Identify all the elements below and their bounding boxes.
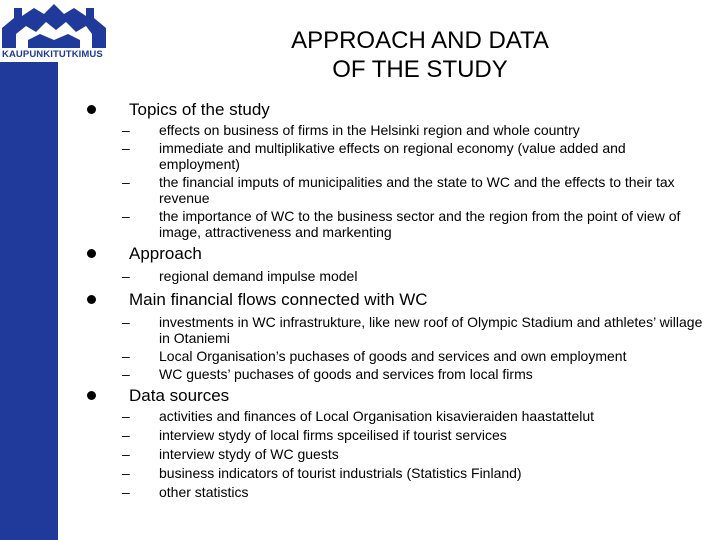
topic-approach bbox=[87, 243, 707, 284]
dash-icon: – bbox=[122, 208, 130, 224]
dash-icon: – bbox=[122, 484, 130, 500]
dash-icon: – bbox=[122, 140, 130, 156]
topic-data-sources bbox=[87, 385, 707, 500]
sidebar-band bbox=[0, 62, 58, 540]
dash-icon: – bbox=[122, 122, 130, 138]
dash-icon: – bbox=[122, 408, 130, 424]
page-title bbox=[230, 26, 610, 84]
sub-list bbox=[122, 122, 707, 240]
list-item: – the importance of WC to the business sector and the region from the point of view of image, attractiveness and markenting bbox=[122, 208, 681, 240]
list-item: – interview stydy of local firms spceilised if tourist services bbox=[122, 427, 507, 443]
bullet-icon bbox=[87, 391, 96, 400]
topic-topics-of-study bbox=[87, 99, 707, 240]
logo bbox=[0, 0, 130, 70]
list-item: – investments in WC infrastrukture, like new roof of Olympic Stadium and athletes’ willage in Otaniemi bbox=[122, 314, 703, 346]
list-item: – effects on business of firms in the Helsinki region and whole country bbox=[122, 122, 580, 138]
dash-icon: – bbox=[122, 268, 130, 284]
dash-icon: – bbox=[122, 366, 130, 382]
list-item: – the financial imputs of municipalities and the state to WC and the effects to their tax revenue bbox=[122, 174, 675, 206]
skyline-logo-icon bbox=[0, 0, 130, 50]
list-item: – other statistics bbox=[122, 484, 249, 500]
sub-list bbox=[122, 314, 707, 382]
dash-icon: – bbox=[122, 446, 130, 462]
list-item: – activities and finances of Local Organisation kisavieraiden haastattelut bbox=[122, 408, 595, 424]
topic-financial-flows bbox=[87, 289, 707, 382]
dash-icon: – bbox=[122, 348, 130, 364]
dash-icon: – bbox=[122, 174, 130, 190]
content bbox=[87, 97, 707, 500]
topic-label: Main financial flows connected with WC bbox=[129, 290, 428, 309]
title-line-1: APPROACH AND DATA bbox=[291, 27, 549, 54]
topic-label: Approach bbox=[129, 244, 202, 263]
logo-text: KAUPUNKITUTKIMUS bbox=[2, 49, 103, 60]
bullet-icon bbox=[87, 249, 96, 258]
list-item: – business indicators of tourist industrials (Statistics Finland) bbox=[122, 465, 522, 481]
list-item: – interview stydy of WC guests bbox=[122, 446, 339, 462]
title-line-2: OF THE STUDY bbox=[332, 56, 508, 83]
dash-icon: – bbox=[122, 427, 130, 443]
list-item: – immediate and multiplikative effects on regional economy (value added and employment) bbox=[122, 140, 626, 172]
list-item: – WC guests’ puchases of goods and services from local firms bbox=[122, 366, 533, 382]
dash-icon: – bbox=[122, 465, 130, 481]
bullet-icon bbox=[87, 105, 96, 114]
topic-label: Topics of the study bbox=[129, 100, 270, 119]
sub-list bbox=[122, 408, 707, 500]
list-item: – Local Organisation’s puchases of goods and services and own employment bbox=[122, 348, 627, 364]
bullet-icon bbox=[87, 295, 96, 304]
list-item: – regional demand impulse model bbox=[122, 268, 358, 284]
dash-icon: – bbox=[122, 314, 130, 330]
sub-list bbox=[122, 268, 707, 284]
topic-label: Data sources bbox=[129, 386, 230, 405]
